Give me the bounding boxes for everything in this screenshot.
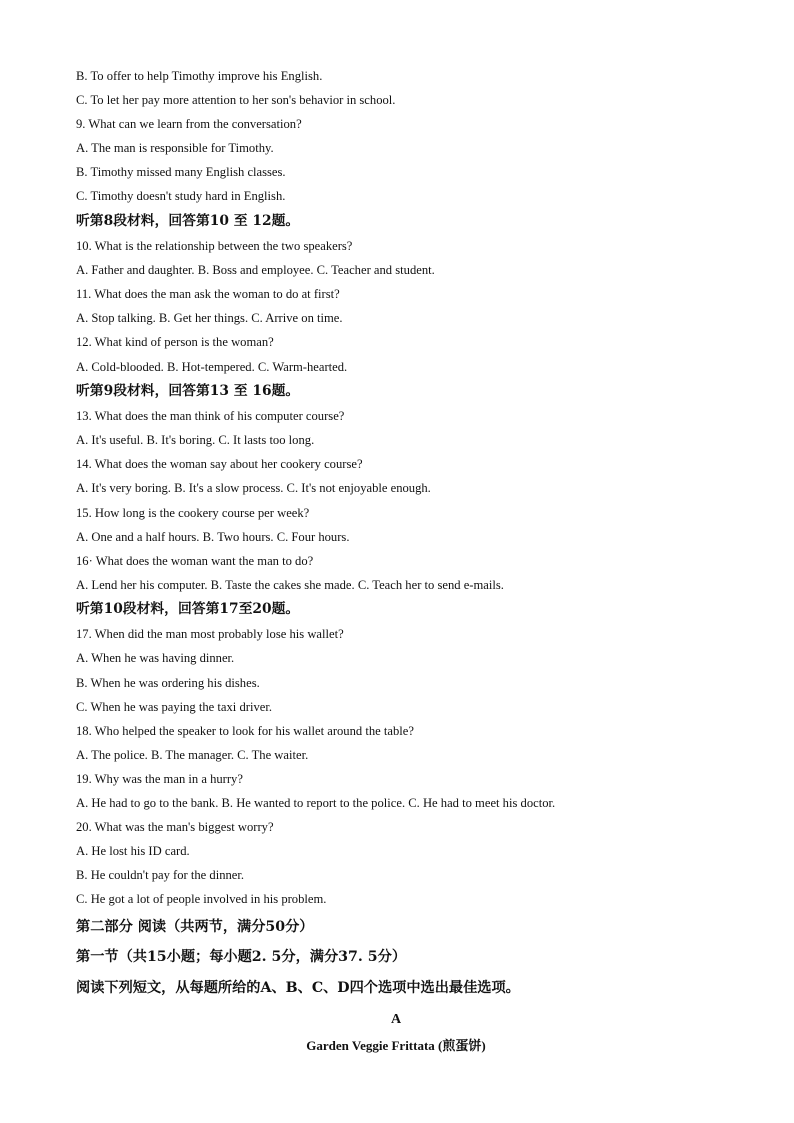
question-line: 20. What was the man's biggest worry? [76,820,274,835]
question-line: 14. What does the woman say about her cookery course? [76,457,363,472]
question-line: C. To let her pay more attention to her son's behavior in school. [76,93,396,108]
question-line: B. When he was ordering his dishes. [76,675,260,690]
document-content [76,64,716,1059]
question-line: 15. How long is the cookery course per week? [76,505,310,520]
question-line: 10. What is the relationship between the two speakers? [76,239,353,254]
question-line: A. Stop talking. B. Get her things. C. Arrive on time. [76,311,343,326]
section-heading: 第二部分 阅读（共两节，满分50分） [76,918,314,935]
question-line: A. The man is responsible for Timothy. [76,141,274,156]
passage-title: Garden Veggie Frittata (煎蛋饼) [306,1038,486,1053]
question-line: B. Timothy missed many English classes. [76,165,286,180]
question-line: 16· What does the woman want the man to do? [76,553,314,568]
question-line: 18. Who helped the speaker to look for his wallet around the table? [76,723,414,738]
section-heading: 听第8段材料，回答第10 至 12题。 [76,212,300,229]
question-line: A. It's useful. B. It's boring. C. It lasts too long. [76,433,315,448]
question-line: 17. When did the man most probably lose his wallet? [76,627,344,642]
question-line: C. He got a lot of people involved in his problem. [76,892,327,907]
question-line: A. He had to go to the bank. B. He wanted to report to the police. C. He had to meet his doctor. [76,796,556,811]
question-line: A. Lend her his computer. B. Taste the cakes she made. C. Teach her to send e-mails. [76,577,504,592]
question-line: C. Timothy doesn't study hard in English. [76,189,286,204]
question-line: A. Father and daughter. B. Boss and employee. C. Teacher and student. [76,263,435,278]
question-line: B. He couldn't pay for the dinner. [76,868,245,883]
question-line: 19. Why was the man in a hurry? [76,771,243,786]
question-line: A. He lost his ID card. [76,844,190,859]
question-line: A. Cold-blooded. B. Hot-tempered. C. Warm-hearted. [76,359,348,374]
question-line: A. One and a half hours. B. Two hours. C. Four hours. [76,529,350,544]
section-heading: 听第9段材料，回答第13 至 16题。 [76,382,300,399]
question-line: A. The police. B. The manager. C. The waiter. [76,747,309,762]
section-heading: 听第10段材料，回答第17至20题。 [76,600,300,617]
question-line: A. When he was having dinner. [76,651,235,666]
question-line: C. When he was paying the taxi driver. [76,699,272,714]
question-line: 12. What kind of person is the woman? [76,335,274,350]
section-heading: 阅读下列短文，从每题所给的A、B、C、D四个选项中选出最佳选项。 [76,979,520,996]
passage-letter: A [390,1012,402,1027]
question-line: 9. What can we learn from the conversation? [76,117,302,132]
question-line: 11. What does the man ask the woman to do at first? [76,287,340,302]
question-line: B. To offer to help Timothy improve his English. [76,69,323,83]
question-line: A. It's very boring. B. It's a slow process. C. It's not enjoyable enough. [76,481,431,496]
question-line: 13. What does the man think of his computer course? [76,409,345,424]
section-heading: 第一节（共15小题；每小题2. 5分，满分37. 5分） [76,949,407,965]
